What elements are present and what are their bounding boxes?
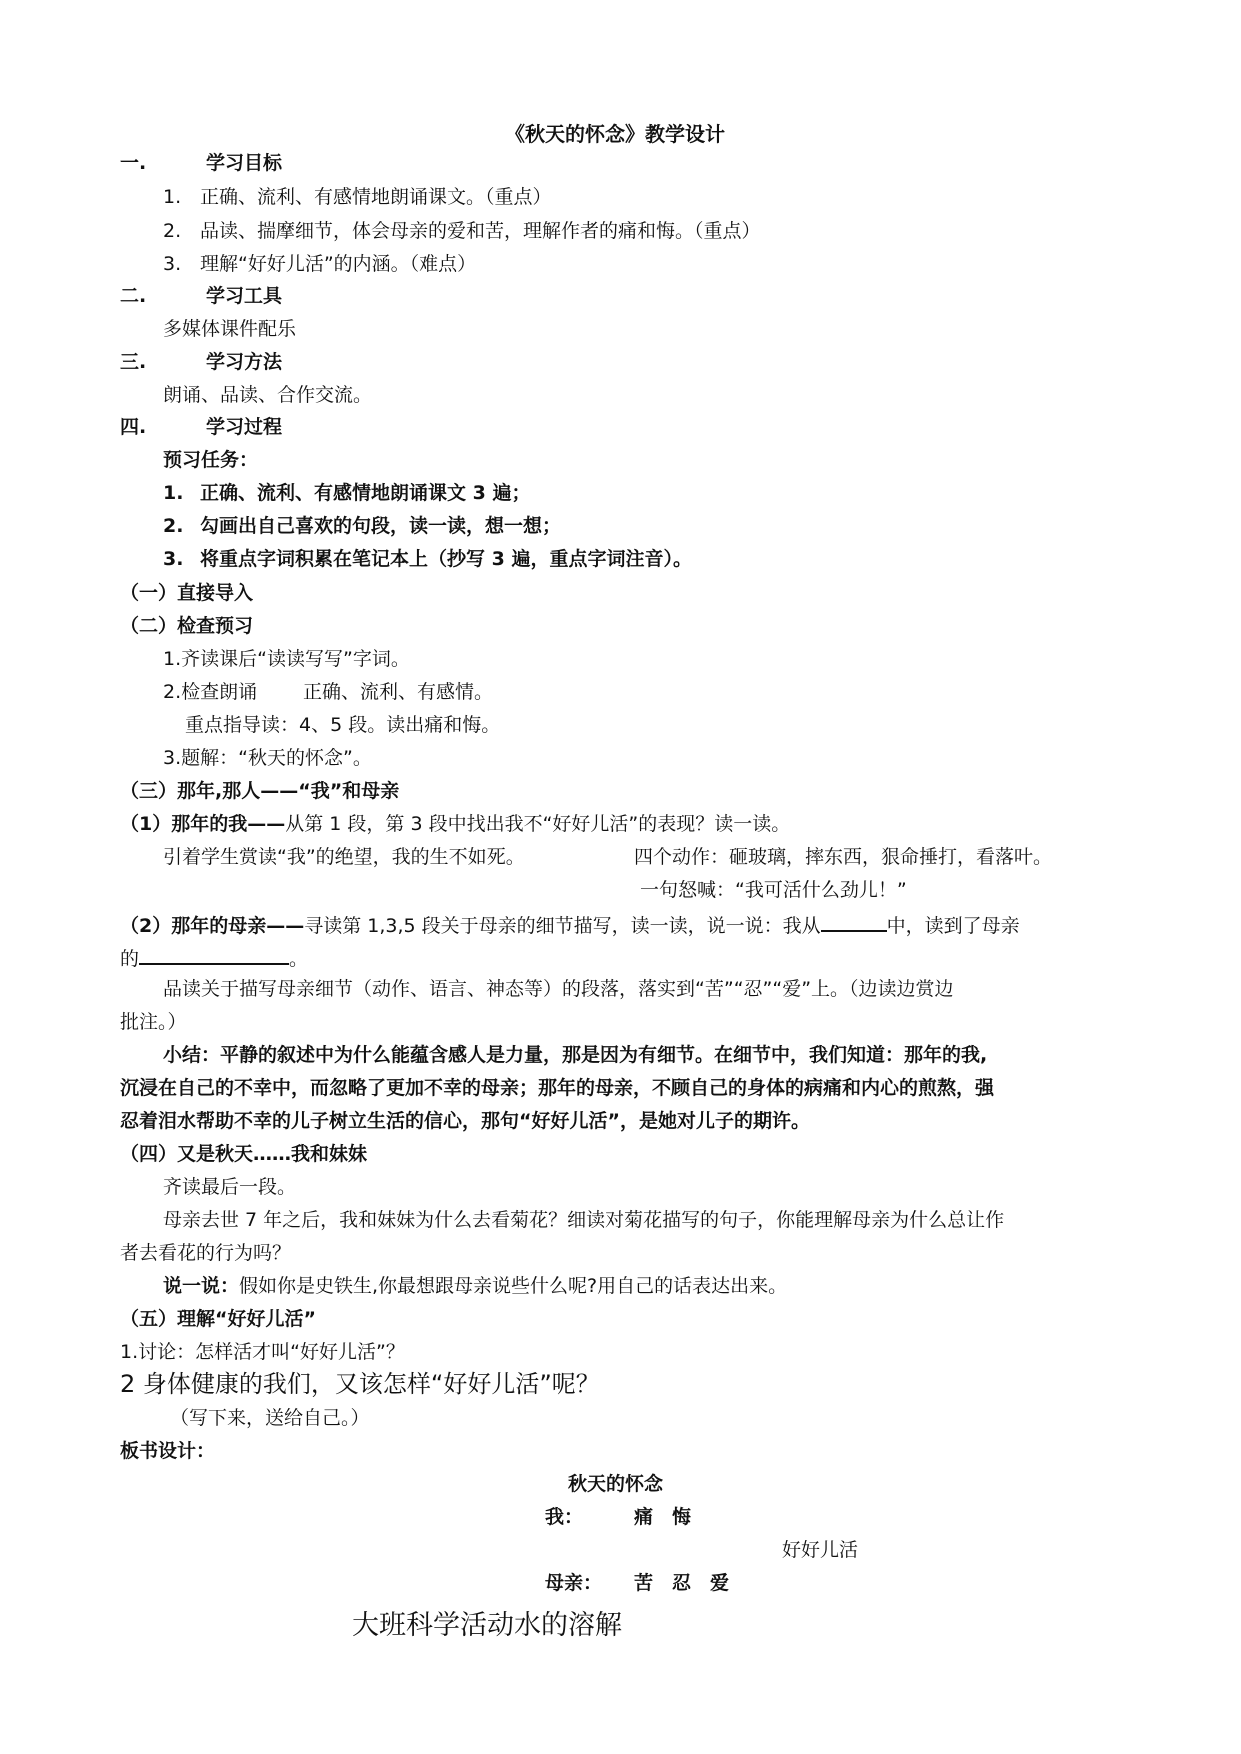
fill-blank bbox=[821, 910, 887, 932]
subpart-text: 假如你是史铁生,你最想跟母亲说些什么呢?用自己的话表达出来。 bbox=[239, 1275, 788, 1297]
subpart-heading: （1）那年的我—— bbox=[120, 813, 286, 835]
summary-line: 沉浸在自己的不幸中，而忽略了更加不幸的母亲；那年的母亲，不顾自己的身体的病痛和内心的煎熬，强 bbox=[120, 1077, 995, 1099]
paragraph-line: 1.齐读课后“读读写写”字词。 bbox=[163, 648, 410, 670]
section-heading: 学习目标 bbox=[206, 152, 283, 174]
paragraph-line bbox=[120, 811, 790, 837]
list-item: 正确、流利、有感情地朗诵课文。（重点） bbox=[200, 186, 552, 208]
subpart-text: 寻读第 1,3,5 段关于母亲的细节描写，读一读，说一说：我从 bbox=[304, 915, 821, 937]
list-number: 1. bbox=[163, 186, 182, 208]
board-label: 母亲： bbox=[545, 1572, 603, 1594]
summary-line: 忍着泪水帮助不幸的儿子树立生活的信心，那句“好好儿活”，是她对儿子的期许。 bbox=[120, 1110, 810, 1132]
section-number: 四. bbox=[120, 416, 147, 438]
document-title: 《秋天的怀念》教学设计 bbox=[505, 122, 725, 146]
summary-line: 小结：平静的叙述中为什么能蕴含感人是力量，那是因为有细节。在细节中，我们知道：那年的我, bbox=[163, 1044, 988, 1066]
paragraph-line: 3.题解：“秋天的怀念”。 bbox=[163, 747, 372, 769]
paragraph-line: 正确、流利、有感情。 bbox=[303, 681, 494, 703]
part-heading: （一）直接导入 bbox=[120, 582, 254, 604]
list-number: 1. bbox=[163, 482, 184, 504]
say-label: 说一说： bbox=[163, 1275, 240, 1297]
paragraph-line: 母亲去世 7 年之后，我和妹妹为什么去看菊花？细读对菊花描写的句子，你能理解母亲为什么总让作 bbox=[163, 1209, 1005, 1231]
section-body: 多媒体课件配乐 bbox=[163, 318, 297, 340]
paragraph-line: 一句怒喊：“我可活什么劲儿！” bbox=[640, 879, 907, 901]
section-number: 一. bbox=[120, 152, 147, 174]
board-words: 苦 忍 爱 bbox=[634, 1572, 730, 1594]
board-words: 痛 悔 bbox=[634, 1506, 692, 1528]
board-title: 秋天的怀念 bbox=[568, 1473, 664, 1495]
subpart-text: 中，读到了母亲 bbox=[886, 915, 1020, 937]
paragraph-line bbox=[163, 1273, 787, 1299]
paragraph-line: 品读关于描写母亲细节（动作、语言、神态等）的段落，落实到“苦”“忍”“爱”上。（边读边赏边 bbox=[163, 978, 954, 1000]
paragraph-line: 齐读最后一段。 bbox=[163, 1176, 297, 1198]
part-heading: （五）理解“好好儿活” bbox=[120, 1308, 316, 1330]
part-heading: （二）检查预习 bbox=[120, 615, 254, 637]
list-number: 2. bbox=[163, 220, 182, 242]
list-item: 理解“好好儿活”的内涵。（难点） bbox=[200, 253, 477, 275]
list-item: 品读、揣摩细节，体会母亲的爱和苦，理解作者的痛和悔。（重点） bbox=[200, 220, 761, 242]
subpart-text: 。 bbox=[289, 948, 309, 970]
paragraph-line: （写下来，送给自己。） bbox=[170, 1407, 370, 1429]
list-number: 2. bbox=[163, 515, 184, 537]
paragraph-line: 1.讨论：怎样活才叫“好好儿活”？ bbox=[120, 1341, 405, 1363]
section-body: 朗诵、品读、合作交流。 bbox=[163, 384, 373, 406]
preview-label: 预习任务： bbox=[163, 449, 259, 471]
footer-text: 大班科学活动水的溶解 bbox=[352, 1610, 622, 1641]
part-heading: （四）又是秋天……我和妹妹 bbox=[120, 1143, 368, 1165]
paragraph-line: 重点指导读：4、5 段。读出痛和悔。 bbox=[185, 714, 501, 736]
section-heading: 学习方法 bbox=[206, 351, 283, 373]
section-heading: 学习过程 bbox=[206, 416, 283, 438]
subpart-text: 的 bbox=[120, 948, 140, 970]
paragraph-line: 2.检查朗诵 bbox=[163, 681, 258, 703]
list-number: 3. bbox=[163, 548, 184, 570]
board-label: 我： bbox=[545, 1506, 584, 1528]
board-heading: 板书设计： bbox=[120, 1440, 216, 1462]
subpart-text: 从第 1 段，第 3 段中找出我不“好好儿活”的表现？读一读。 bbox=[285, 813, 791, 835]
board-center: 好好儿活 bbox=[782, 1539, 859, 1561]
section-heading: 学习工具 bbox=[206, 285, 283, 307]
paragraph-line bbox=[120, 910, 1020, 939]
paragraph-line: 四个动作：砸玻璃，摔东西，狠命捶打，看落叶。 bbox=[634, 846, 1053, 868]
paragraph-line bbox=[120, 943, 308, 972]
paragraph-line: 批注。） bbox=[120, 1011, 187, 1033]
paragraph-line: 2 身体健康的我们，又该怎样“好好儿活”呢？ bbox=[120, 1370, 600, 1398]
list-item: 正确、流利、有感情地朗诵课文 3 遍； bbox=[200, 482, 531, 504]
paragraph-line: 者去看花的行为吗？ bbox=[120, 1242, 292, 1264]
paragraph-line: 引着学生赏读“我”的绝望，我的生不如死。 bbox=[163, 846, 525, 868]
section-number: 二. bbox=[120, 285, 147, 307]
list-number: 3. bbox=[163, 253, 182, 275]
list-item: 将重点字词积累在笔记本上（抄写 3 遍，重点字词注音）。 bbox=[200, 548, 692, 570]
section-number: 三. bbox=[120, 351, 147, 373]
list-item: 勾画出自己喜欢的句段，读一读，想一想； bbox=[200, 515, 562, 537]
subpart-heading: （2）那年的母亲—— bbox=[120, 915, 305, 937]
fill-blank bbox=[139, 943, 289, 965]
part-heading: （三）那年,那人——“我”和母亲 bbox=[120, 780, 400, 802]
